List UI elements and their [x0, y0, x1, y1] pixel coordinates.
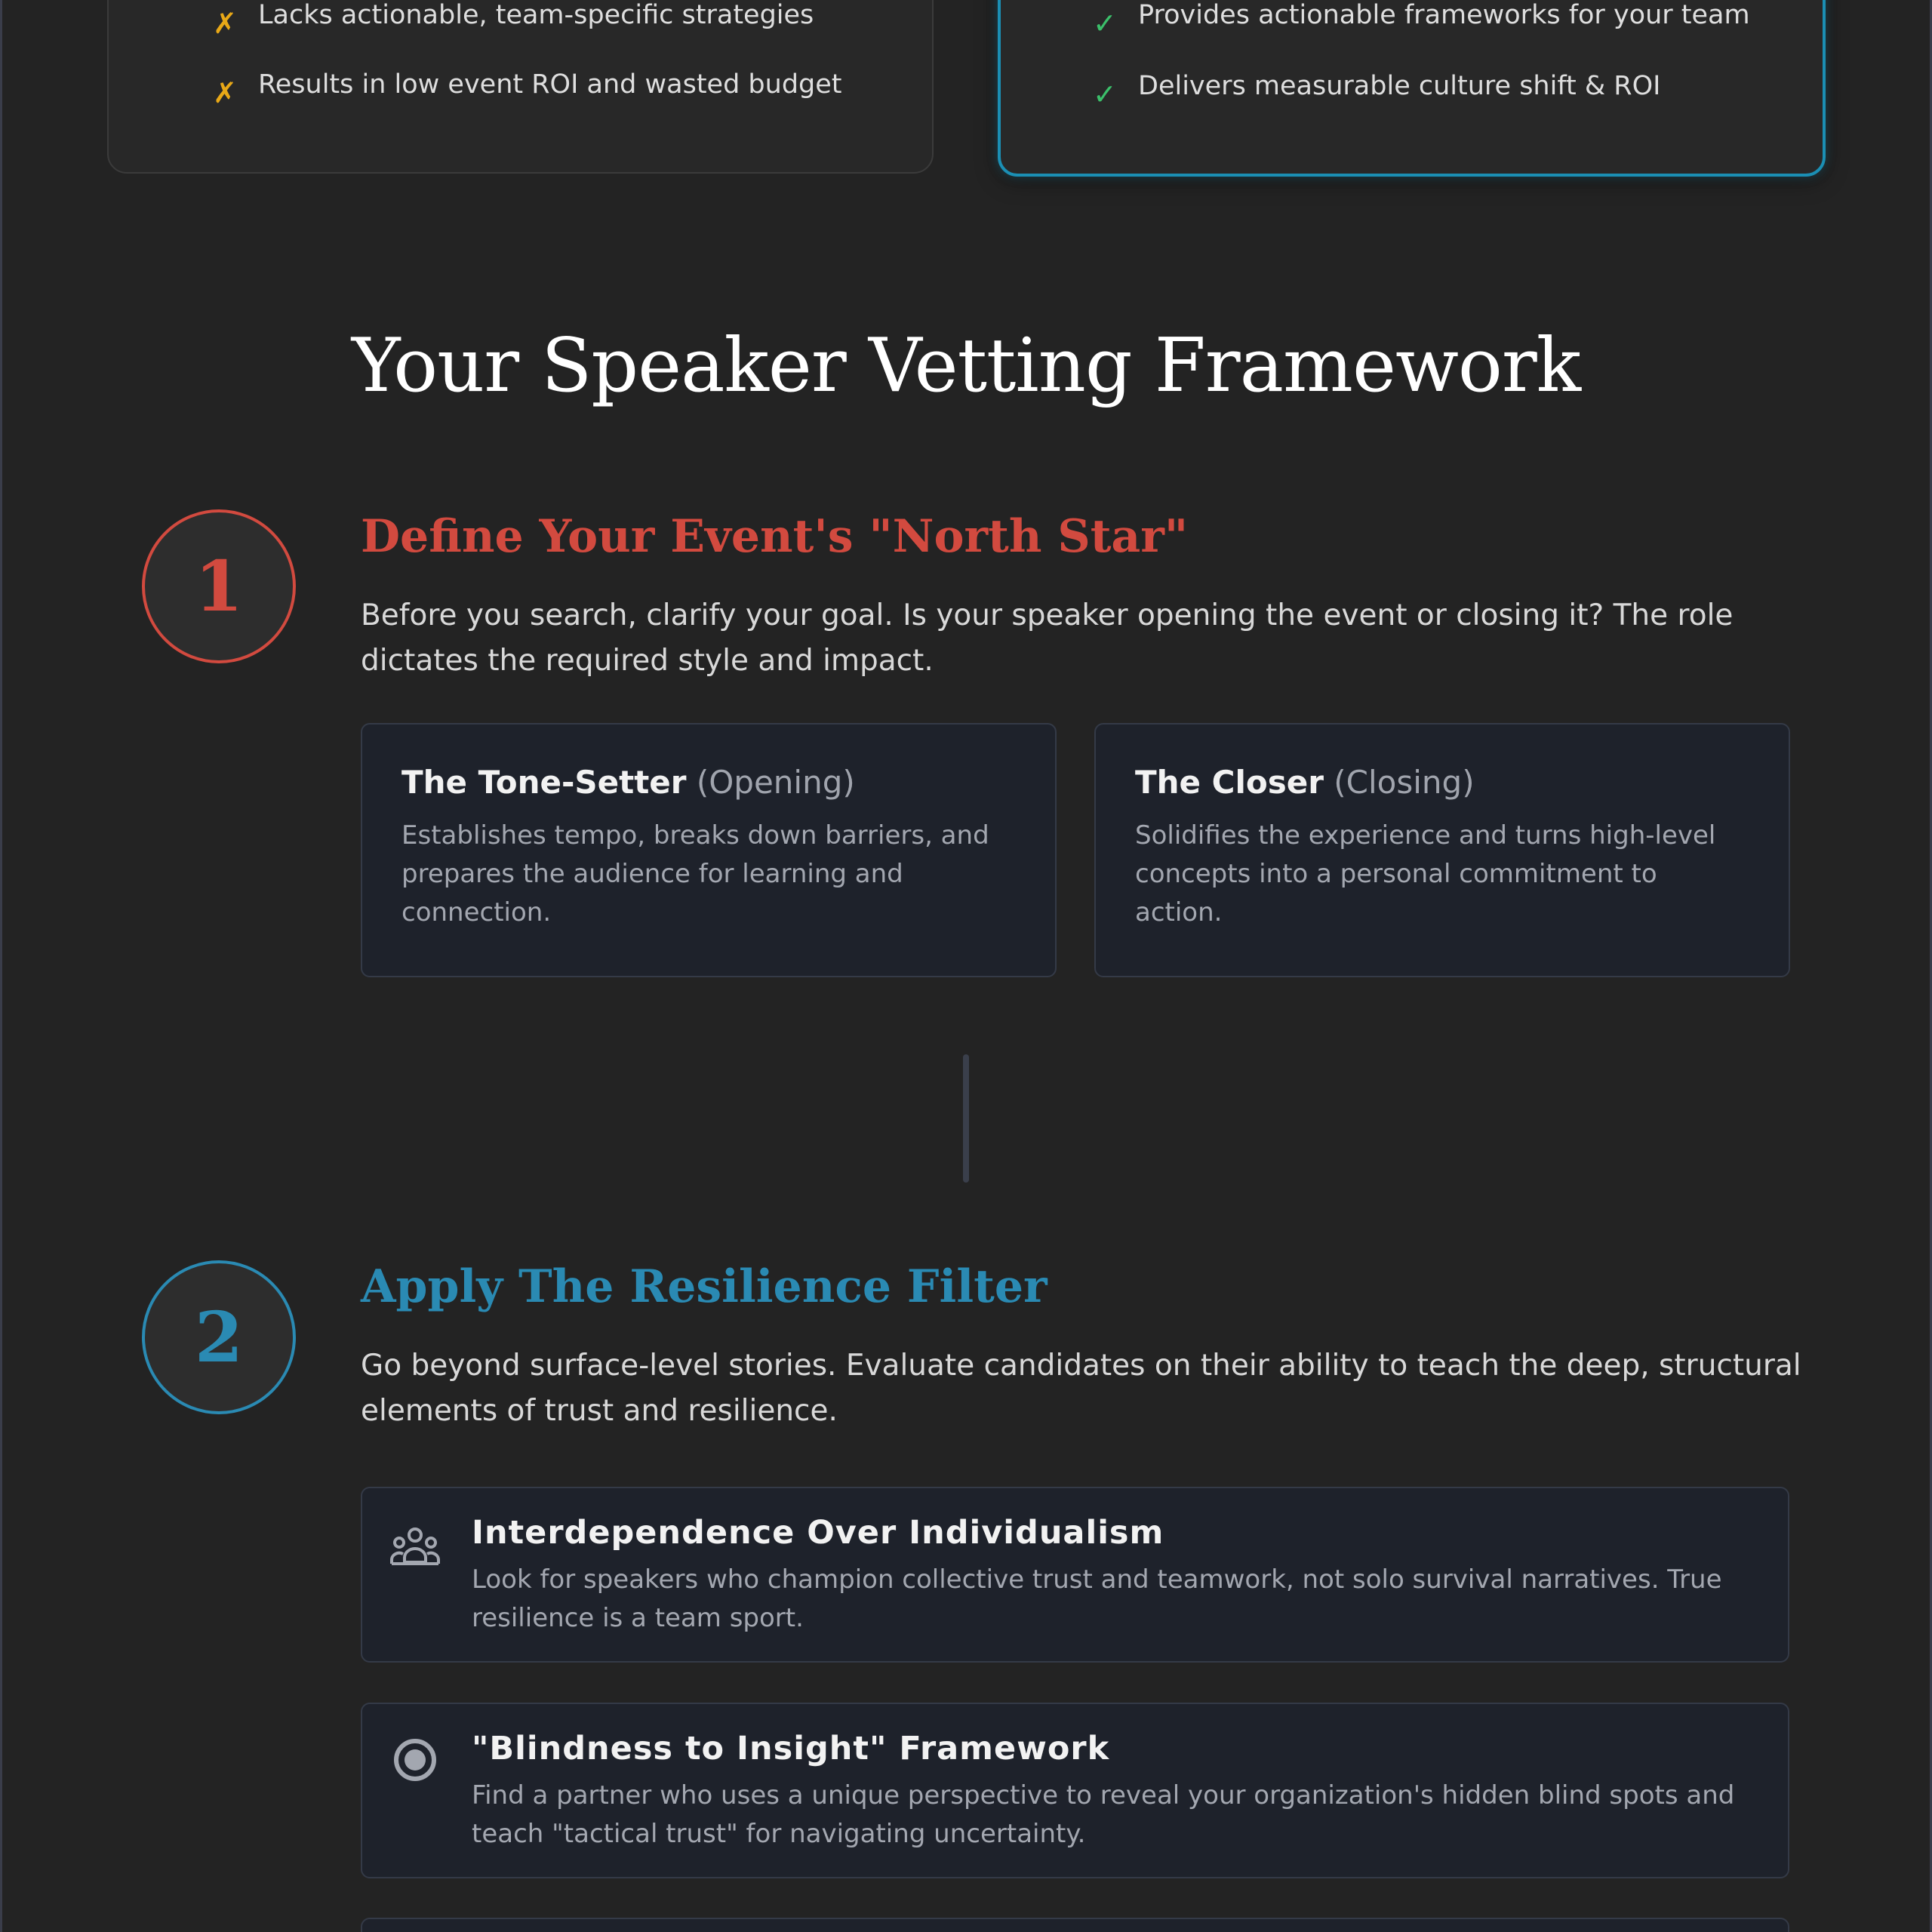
- role-tag: (Opening): [696, 764, 855, 801]
- comparison-item: [213, 0, 814, 38]
- check-mark-icon: ✓: [1093, 7, 1117, 40]
- check-mark-icon: ✓: [1093, 78, 1117, 111]
- step-title: Define Your Event's "North Star": [361, 510, 1189, 563]
- comparison-item-text: Results in low event ROI and wasted budget: [258, 69, 842, 100]
- x-mark-icon: ✗: [213, 7, 237, 40]
- filter-card: [361, 1703, 1789, 1878]
- step-number-badge: 2: [142, 1260, 296, 1414]
- team-icon: [389, 1524, 441, 1576]
- role-tag: (Closing): [1334, 764, 1475, 801]
- step-description: Go beyond surface-level stories. Evaluate candidates on their ability to teach the deep, structural elements of trust and resilience.: [361, 1349, 1801, 1428]
- comparison-item-text: Lacks actionable, team-specific strategies: [258, 0, 814, 30]
- role-card-closing: [1094, 723, 1790, 977]
- role-description: Solidifies the experience and turns high-level concepts into a personal commitment to action.: [1135, 820, 1716, 928]
- filter-title: Interdependence Over Individualism: [472, 1514, 1164, 1552]
- filter-description: Find a partner who uses a unique perspective to reveal your organization's hidden blind spots and teach "tactical trust" for navigating uncertainty.: [472, 1780, 1735, 1849]
- comparison-item: [213, 69, 842, 107]
- role-card-opening: [361, 723, 1057, 977]
- filter-description: Look for speakers who champion collective trust and teamwork, not solo survival narratives. True resilience is a team sport.: [472, 1564, 1722, 1633]
- role-heading: [401, 764, 1017, 801]
- step-description: Before you search, clarify your goal. Is your speaker opening the event or closing it? The role dictates the required style and impact.: [361, 598, 1734, 678]
- section-title: Your Speaker Vetting Framework: [351, 323, 1581, 409]
- filter-card: [361, 1487, 1789, 1663]
- step-number-badge: 1: [142, 509, 296, 663]
- x-mark-icon: ✗: [213, 76, 237, 109]
- step-title: Apply The Resilience Filter: [361, 1260, 1048, 1313]
- role-name: The Closer: [1135, 764, 1324, 801]
- filter-card: [361, 1918, 1789, 1932]
- comparison-item-text: Delivers measurable culture shift & ROI: [1138, 71, 1661, 101]
- comparison-card-typical: [107, 0, 934, 174]
- role-name: The Tone-Setter: [401, 764, 687, 801]
- role-description: Establishes tempo, breaks down barriers, and prepares the audience for learning and connection.: [401, 820, 989, 928]
- comparison-item: [1093, 71, 1661, 109]
- role-heading: [1135, 764, 1751, 801]
- page-edge-left: [0, 0, 2, 1932]
- target-icon: [389, 1734, 441, 1786]
- comparison-card-recommended: [998, 0, 1826, 177]
- filter-title: "Blindness to Insight" Framework: [472, 1730, 1110, 1767]
- comparison-item-text: Provides actionable frameworks for your team: [1138, 0, 1750, 30]
- step-connector: [963, 1054, 969, 1183]
- comparison-item: [1093, 0, 1750, 38]
